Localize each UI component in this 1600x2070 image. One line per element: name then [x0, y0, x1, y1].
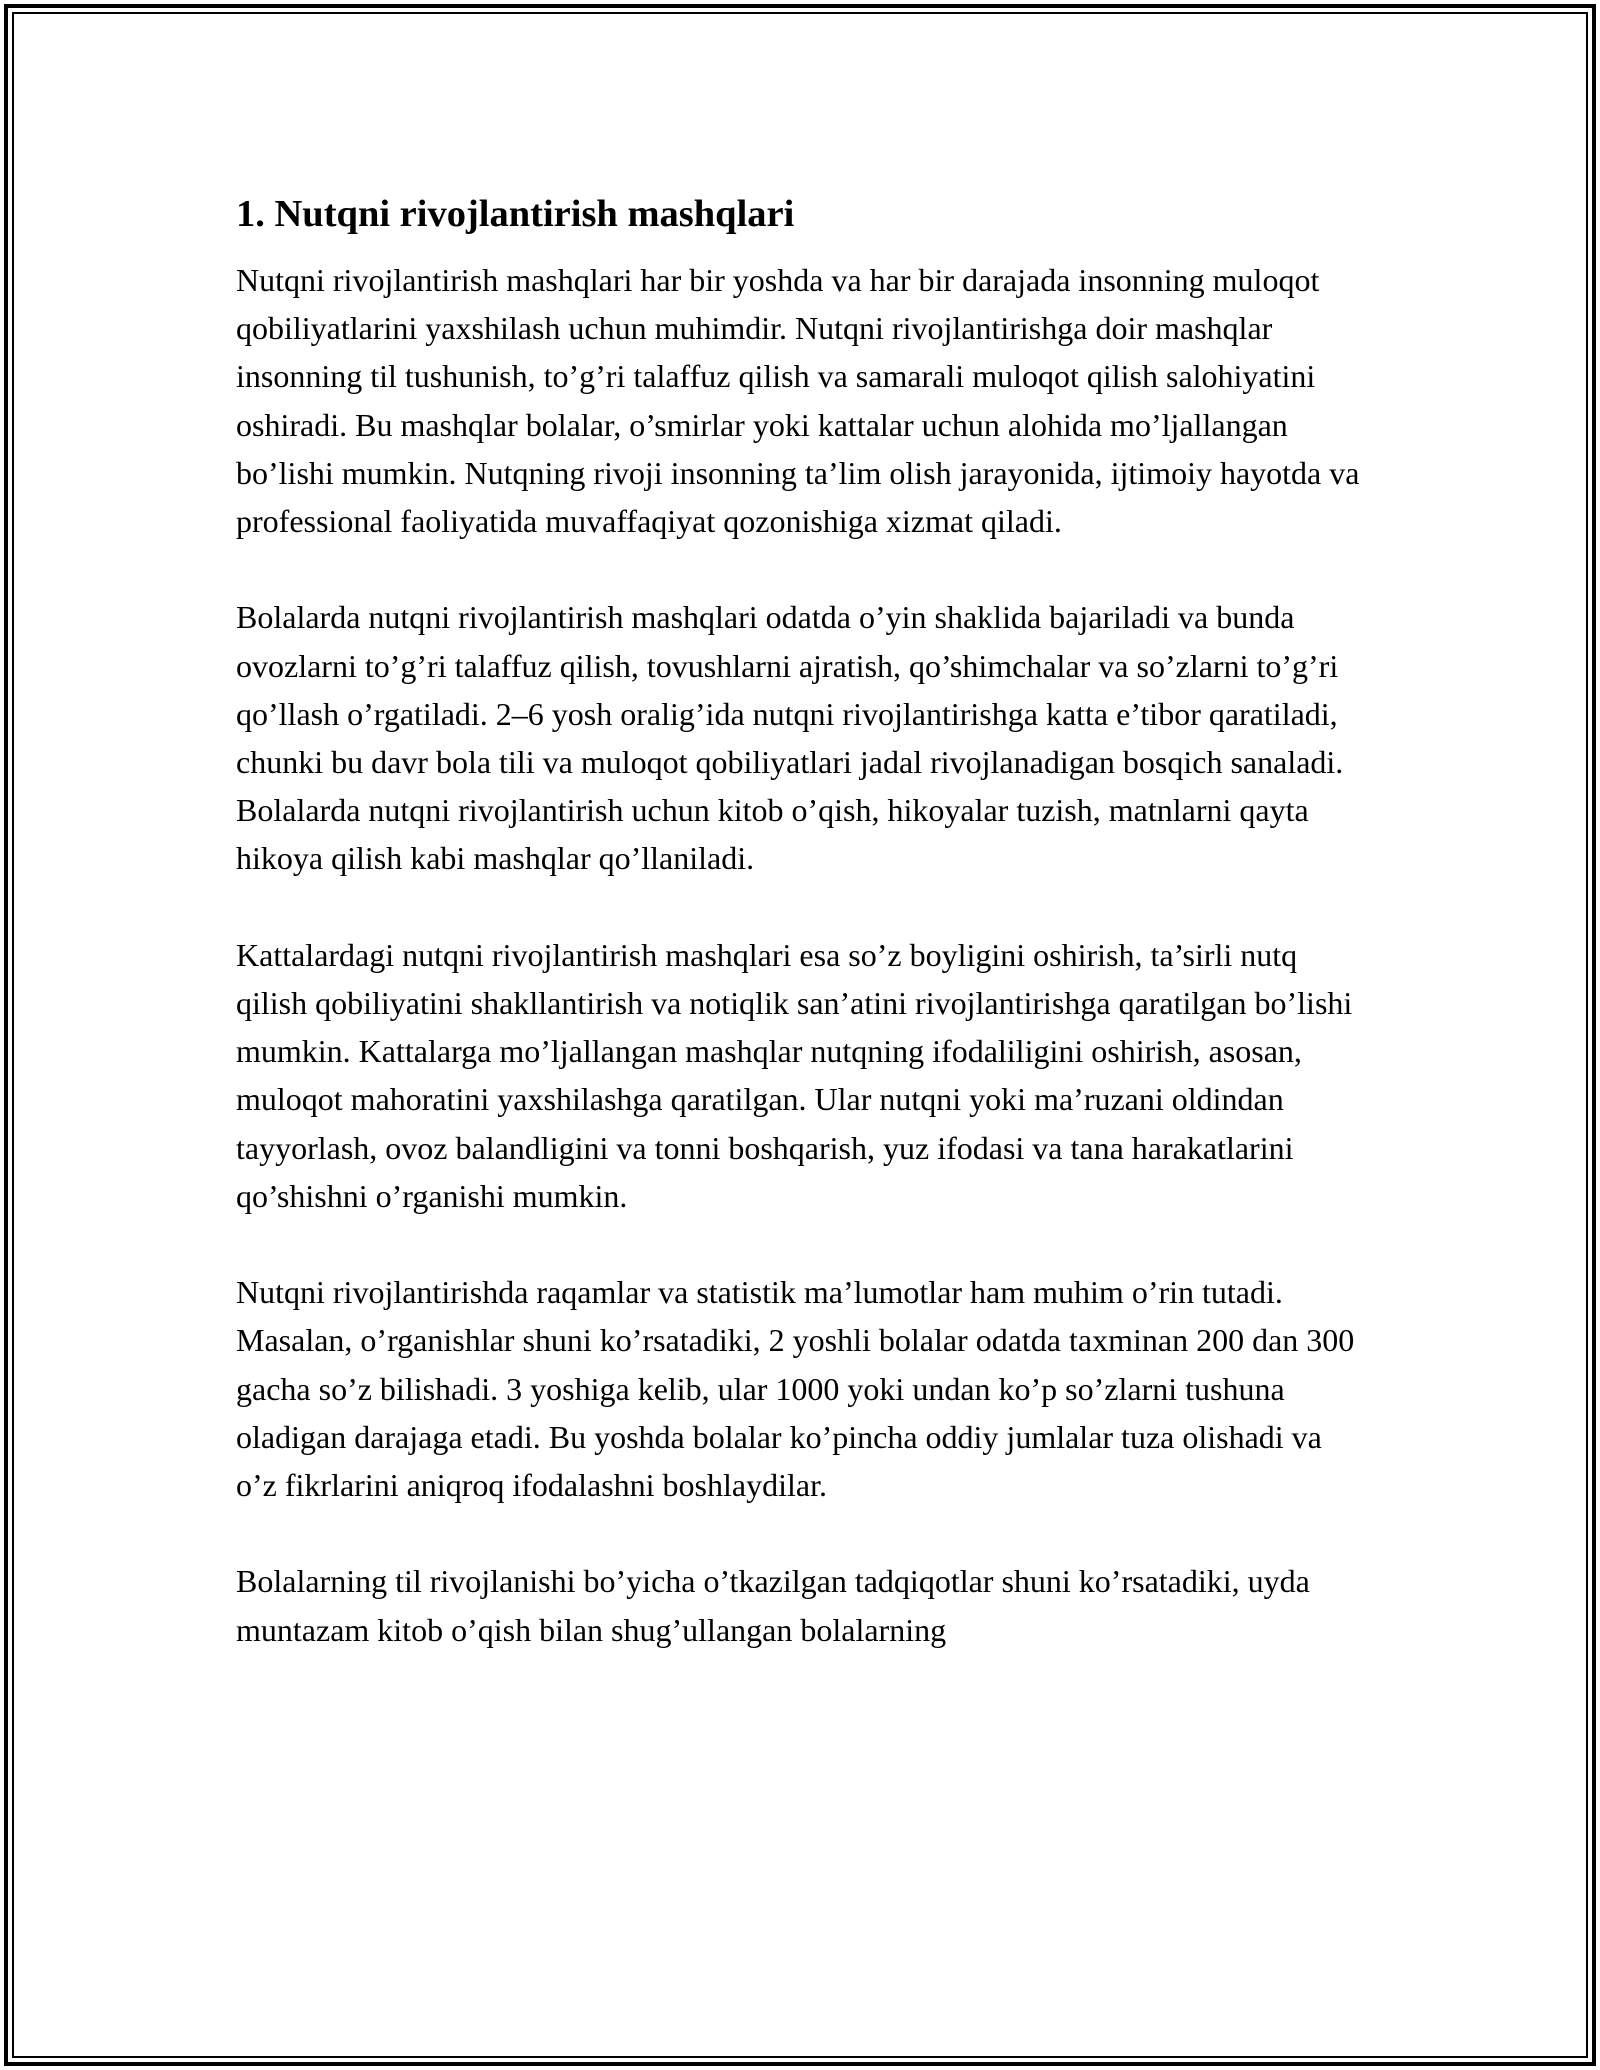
- paragraph-3: Kattalardagi nutqni rivojlantirish mashqlari esa so’z boyligini oshirish, ta’sirli nutq qilish qobiliyatini shakllantirish va notiqlik san’atini rivojlantirishga qaratilgan bo’lishi mumkin. Kattalarga mo’ljallangan mashqlar nutqning ifodaliligini oshirish, asosan, muloqot mahoratini yaxshilashga qaratilgan. Ular nutqni yoki ma’ruzani oldindan tayyorlash, ovoz balandligini va tonni boshqarish, yuz ifodasi va tana harakatlarini qo’shishni o’rganishi mumkin.: [236, 936, 1353, 1214]
- section-heading: 1. Nutqni rivojlantirish mashqlari: [236, 193, 795, 235]
- paragraph-2: Bolalarda nutqni rivojlantirish mashqlari odatda o’yin shaklida bajariladi va bunda ovozlarni to’g’ri talaffuz qilish, tovushlarni ajratish, qo’shimchalar va so’zlarni to’g’ri qo’llash o’rgatiladi. 2–6 yosh oralig’ida nutqni rivojlantirishga katta e’tibor qaratiladi, chunki bu davr bola tili va muloqot qobiliyatlari jadal rivojlanadigan bosqich sanaladi. Bolalarda nutqni rivojlantirish uchun kitob o’qish, hikoyalar tuzish, matnlarni qayta hikoya qilish kabi mashqlar qo’llaniladi.: [236, 599, 1344, 877]
- document-body: [236, 186, 1366, 1654]
- paragraph-4: Nutqni rivojlantirishda raqamlar va statistik ma’lumotlar ham muhim o’rin tutadi. Masalan, o’rganishlar shuni ko’rsatadiki, 2 yoshli bolalar odatda taxminan 200 dan 300 gacha so’z bilishadi. 3 yoshiga kelib, ular 1000 yoki undan ko’p so’zlarni tushuna oladigan darajaga etadi. Bu yoshda bolalar ko’pincha oddiy jumlalar tuza olishadi va o’z fikrlarini aniqroq ifodalashni boshlaydilar.: [236, 1274, 1355, 1504]
- paragraph-5: Bolalarning til rivojlanishi bo’yicha o’tkazilgan tadqiqotlar shuni ko’rsatadiki, uyda muntazam kitob o’qish bilan shug’ullangan bolalarning: [236, 1563, 1310, 1648]
- paragraph-1: Nutqni rivojlantirish mashqlari har bir yoshda va har bir darajada insonning muloqot qobiliyatlarini yaxshilash uchun muhimdir. Nutqni rivojlantirishga doir mashqlar insonning til tushunish, to’g’ri talaffuz qilish va samarali muloqot qilish salohiyatini oshiradi. Bu mashqlar bolalar, o’smirlar yoki kattalar uchun alohida mo’ljallangan bo’lishi mumkin. Nutqning rivoji insonning ta’lim olish jarayonida, ijtimoiy hayotda va professional faoliyatida muvaffaqiyat qozonishiga xizmat qiladi.: [236, 262, 1360, 540]
